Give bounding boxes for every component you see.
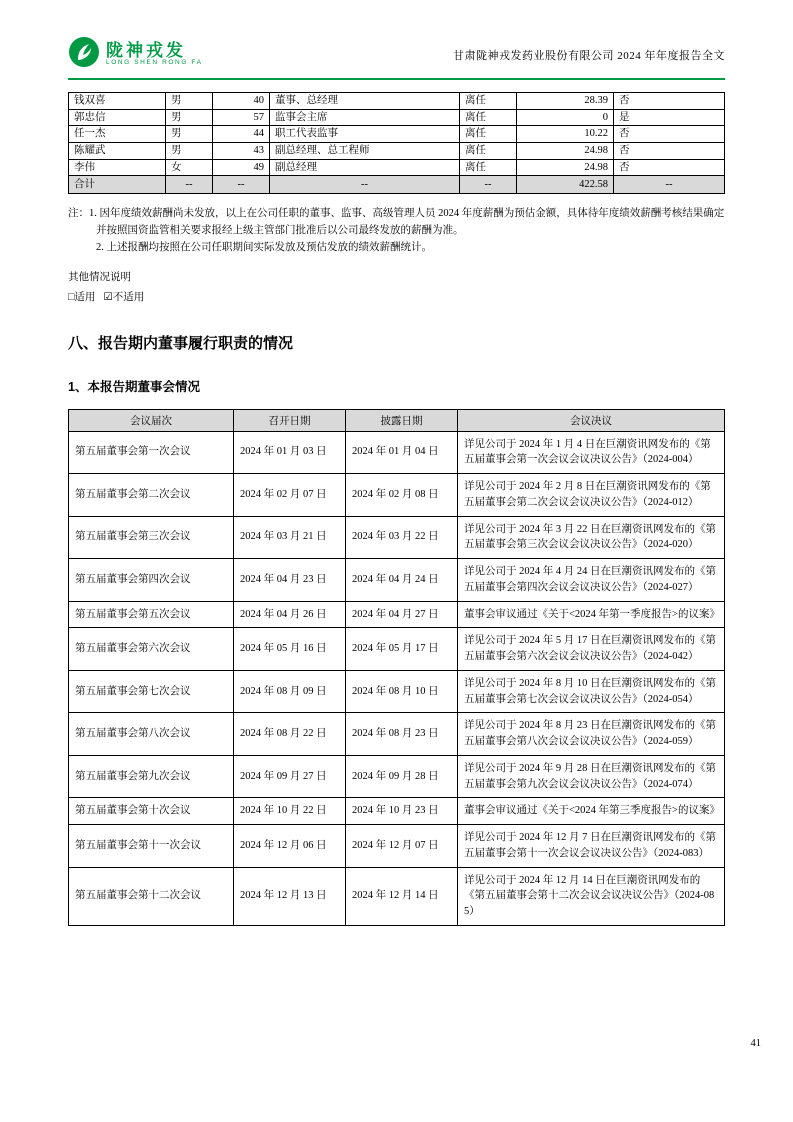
brand-name-en: LONG SHEN RONG FA <box>106 59 203 67</box>
table-cell: 第五届董事会第八次会议 <box>69 713 234 756</box>
logo-icon <box>68 36 100 73</box>
table-cell: 2024 年 08 月 09 日 <box>234 670 346 713</box>
col-header-session: 会议届次 <box>69 409 234 431</box>
table-cell: 男 <box>166 109 213 126</box>
table-cell: 离任 <box>460 159 517 176</box>
applicability-line <box>68 289 725 304</box>
table-cell: 第五届董事会第一次会议 <box>69 431 234 474</box>
table-cell: 详见公司于 2024 年 9 月 28 日在巨潮资讯网发布的《第五届董事会第九次会议会议决议公告》（2024-074） <box>458 755 725 798</box>
table-cell: 2024 年 12 月 07 日 <box>346 825 458 868</box>
table-row <box>69 474 725 517</box>
table-cell: 详见公司于 2024 年 3 月 22 日在巨潮资讯网发布的《第五届董事会第三次会议会议决议公告》（2024-020） <box>458 516 725 559</box>
table-cell: 离任 <box>460 126 517 143</box>
table-row <box>69 109 725 126</box>
table-cell: 10.22 <box>517 126 614 143</box>
table-row <box>69 867 725 925</box>
table-cell: 2024 年 03 月 21 日 <box>234 516 346 559</box>
table-cell: 合计 <box>69 176 166 194</box>
table-row <box>69 142 725 159</box>
table-cell: 2024 年 01 月 04 日 <box>346 431 458 474</box>
table-cell: 第五届董事会第十二次会议 <box>69 867 234 925</box>
table-cell: 详见公司于 2024 年 8 月 23 日在巨潮资讯网发布的《第五届董事会第八次会议会议决议公告》（2024-059） <box>458 713 725 756</box>
table-cell: 离任 <box>460 93 517 110</box>
table-cell: 详见公司于 2024 年 5 月 17 日在巨潮资讯网发布的《第五届董事会第六次会议会议决议公告》（2024-042） <box>458 628 725 671</box>
table-cell: 2024 年 04 月 26 日 <box>234 601 346 628</box>
table-cell: 否 <box>614 142 725 159</box>
table-cell: 2024 年 08 月 10 日 <box>346 670 458 713</box>
applicable-checkbox: □适用 <box>68 291 96 303</box>
note-1: 注：1. 因年度绩效薪酬尚未发放，以上在公司任职的董事、监事、高级管理人员 2024 年度薪酬为预估金额，具体待年度绩效薪酬考核结果确定并按照国资监管相关要求报经上级主管部门批准后以公司最终发放的薪酬为准。 <box>68 208 725 236</box>
table-cell: 离任 <box>460 109 517 126</box>
note-2: 2. 上述报酬均按照在公司任职期间实际发放及预估发放的绩效薪酬统计。 <box>96 241 432 253</box>
table-cell: 2024 年 12 月 14 日 <box>346 867 458 925</box>
table-cell: 职工代表监事 <box>270 126 460 143</box>
table-cell: 第五届董事会第七次会议 <box>69 670 234 713</box>
logo-text <box>106 42 203 67</box>
table-cell: -- <box>166 176 213 194</box>
table-cell: -- <box>460 176 517 194</box>
table-cell: 第五届董事会第九次会议 <box>69 755 234 798</box>
table-cell: 第五届董事会第四次会议 <box>69 559 234 602</box>
section-title: 八、报告期内董事履行职责的情况 <box>68 334 294 352</box>
table-cell: 详见公司于 2024 年 12 月 7 日在巨潮资讯网发布的《第五届董事会第十一次会议会议决议公告》（2024-083） <box>458 825 725 868</box>
table-cell: 监事会主席 <box>270 109 460 126</box>
table-cell: 2024 年 01 月 03 日 <box>234 431 346 474</box>
other-note-label: 其他情况说明 <box>68 271 131 283</box>
col-header-resolution: 会议决议 <box>458 409 725 431</box>
table-row <box>69 559 725 602</box>
table-row <box>69 126 725 143</box>
table-cell: 422.58 <box>517 176 614 194</box>
table-cell: 否 <box>614 159 725 176</box>
table-cell: 男 <box>166 126 213 143</box>
meetings-table-body <box>69 431 725 925</box>
table-cell: 详见公司于 2024 年 4 月 24 日在巨潮资讯网发布的《第五届董事会第四次会议会议决议公告》（2024-027） <box>458 559 725 602</box>
table-cell: 2024 年 04 月 23 日 <box>234 559 346 602</box>
salary-table-body <box>69 93 725 176</box>
table-notes <box>68 206 725 256</box>
table-cell: 否 <box>614 126 725 143</box>
not-applicable-checkbox: ☑不适用 <box>103 291 145 303</box>
table-cell: 2024 年 12 月 13 日 <box>234 867 346 925</box>
table-cell: 董事会审议通过《关于<2024 年第三季度报告>的议案》 <box>458 798 725 825</box>
table-cell: 2024 年 08 月 22 日 <box>234 713 346 756</box>
table-row <box>69 670 725 713</box>
table-cell: -- <box>213 176 270 194</box>
table-cell: 钱双喜 <box>69 93 166 110</box>
table-cell: 离任 <box>460 142 517 159</box>
table-cell: 是 <box>614 109 725 126</box>
table-cell: 0 <box>517 109 614 126</box>
col-header-convene-date: 召开日期 <box>234 409 346 431</box>
table-row <box>69 798 725 825</box>
table-row <box>69 431 725 474</box>
table-cell: 2024 年 09 月 27 日 <box>234 755 346 798</box>
table-row <box>69 755 725 798</box>
table-cell: 详见公司于 2024 年 2 月 8 日在巨潮资讯网发布的《第五届董事会第二次会议会议决议公告》（2024-012） <box>458 474 725 517</box>
table-cell: 57 <box>213 109 270 126</box>
table-row <box>69 159 725 176</box>
page-number: 41 <box>750 1038 761 1049</box>
table-cell: 40 <box>213 93 270 110</box>
table-row <box>69 516 725 559</box>
table-cell: 董事会审议通过《关于<2024 年第一季度报告>的议案》 <box>458 601 725 628</box>
table-cell: 第五届董事会第五次会议 <box>69 601 234 628</box>
table-cell: 男 <box>166 93 213 110</box>
table-row <box>69 601 725 628</box>
table-cell: 第五届董事会第十一次会议 <box>69 825 234 868</box>
table-cell: 第五届董事会第二次会议 <box>69 474 234 517</box>
table-cell: 李伟 <box>69 159 166 176</box>
table-cell: 2024 年 05 月 17 日 <box>346 628 458 671</box>
table-cell: 详见公司于 2024 年 1 月 4 日在巨潮资讯网发布的《第五届董事会第一次会议会议决议公告》（2024-004） <box>458 431 725 474</box>
report-title: 甘肃陇神戎发药业股份有限公司 2024 年年度报告全文 <box>453 49 725 62</box>
table-cell: 男 <box>166 142 213 159</box>
table-cell: 任一杰 <box>69 126 166 143</box>
table-row <box>69 713 725 756</box>
table-cell: 2024 年 04 月 24 日 <box>346 559 458 602</box>
table-cell: 2024 年 10 月 23 日 <box>346 798 458 825</box>
table-cell: 副总经理、总工程师 <box>270 142 460 159</box>
salary-table-total <box>69 176 725 194</box>
table-cell: 2024 年 05 月 16 日 <box>234 628 346 671</box>
table-cell: 44 <box>213 126 270 143</box>
salary-table <box>68 92 725 194</box>
meetings-table-header <box>69 409 725 431</box>
table-row <box>69 93 725 110</box>
table-cell: 详见公司于 2024 年 8 月 10 日在巨潮资讯网发布的《第五届董事会第七次会议会议决议公告》（2024-054） <box>458 670 725 713</box>
board-meetings-table <box>68 409 725 926</box>
table-cell: -- <box>614 176 725 194</box>
subsection-title: 1、本报告期董事会情况 <box>68 379 200 394</box>
brand-name-cn: 陇神戎发 <box>106 41 186 61</box>
table-cell: 第五届董事会第六次会议 <box>69 628 234 671</box>
table-cell: 2024 年 02 月 08 日 <box>346 474 458 517</box>
company-logo <box>68 36 203 73</box>
table-cell: 24.98 <box>517 159 614 176</box>
table-row <box>69 825 725 868</box>
table-cell: 49 <box>213 159 270 176</box>
table-cell: 否 <box>614 93 725 110</box>
table-cell: 43 <box>213 142 270 159</box>
table-cell: 24.98 <box>517 142 614 159</box>
table-cell: 详见公司于 2024 年 12 月 14 日在巨潮资讯网发布的《第五届董事会第十二次会议会议决议公告》（2024-085） <box>458 867 725 925</box>
table-cell: 2024 年 12 月 06 日 <box>234 825 346 868</box>
header-rule <box>68 78 725 80</box>
table-cell: 2024 年 02 月 07 日 <box>234 474 346 517</box>
table-cell: 2024 年 10 月 22 日 <box>234 798 346 825</box>
table-cell: 第五届董事会第三次会议 <box>69 516 234 559</box>
table-cell: 陈耀武 <box>69 142 166 159</box>
table-cell: 2024 年 09 月 28 日 <box>346 755 458 798</box>
col-header-disclosure-date: 披露日期 <box>346 409 458 431</box>
table-cell: 董事、总经理 <box>270 93 460 110</box>
table-cell: 女 <box>166 159 213 176</box>
page-header <box>68 36 725 73</box>
table-cell: 郭忠信 <box>69 109 166 126</box>
table-cell: 2024 年 03 月 22 日 <box>346 516 458 559</box>
table-cell: 2024 年 04 月 27 日 <box>346 601 458 628</box>
table-cell: 2024 年 08 月 23 日 <box>346 713 458 756</box>
table-cell: 第五届董事会第十次会议 <box>69 798 234 825</box>
table-cell: 副总经理 <box>270 159 460 176</box>
table-cell: 28.39 <box>517 93 614 110</box>
header-row <box>69 409 725 431</box>
table-cell: -- <box>270 176 460 194</box>
table-row <box>69 628 725 671</box>
table-row <box>69 176 725 194</box>
